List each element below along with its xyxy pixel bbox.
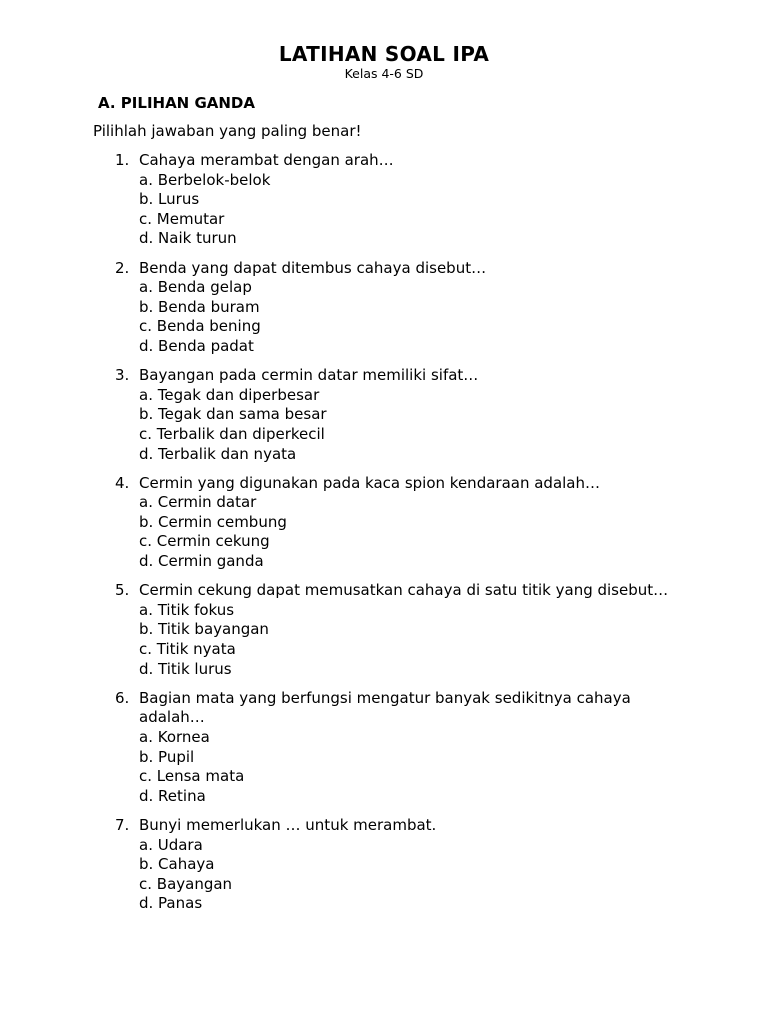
answer-option: c. Benda bening <box>139 317 261 336</box>
question-number: 4. <box>115 473 130 492</box>
answer-option: a. Tegak dan diperbesar <box>139 385 320 404</box>
answer-option: a. Udara <box>139 835 203 854</box>
answer-option: d. Panas <box>139 894 203 913</box>
answer-option: b. Cermin cembung <box>139 512 287 531</box>
answer-option: c. Cermin cekung <box>139 532 270 551</box>
question-item <box>93 366 693 464</box>
question-item <box>93 581 693 679</box>
question-text: Bayangan pada cermin datar memiliki sifat… <box>139 366 479 385</box>
question-item <box>93 816 693 914</box>
answer-option: d. Benda padat <box>139 336 254 355</box>
answer-option: b. Titik bayangan <box>139 620 269 639</box>
answer-option: a. Kornea <box>139 728 210 746</box>
question-item <box>93 151 693 249</box>
answer-option: d. Cermin ganda <box>139 552 264 571</box>
answer-option: b. Cahaya <box>139 855 215 874</box>
answer-option: c. Lensa mata <box>139 767 245 786</box>
answer-option: d. Titik lurus <box>139 659 232 678</box>
answer-option: a. Cermin datar <box>139 493 257 512</box>
question-item <box>93 474 693 572</box>
question-text: Bunyi memerlukan … untuk merambat. <box>139 815 437 834</box>
question-number: 5. <box>115 581 130 600</box>
answer-option: a. Benda gelap <box>139 278 252 297</box>
answer-option: c. Terbalik dan diperkecil <box>139 424 325 443</box>
answer-option: d. Terbalik dan nyata <box>139 444 297 463</box>
question-number: 3. <box>115 366 130 385</box>
answer-option: a. Berbelok-belok <box>139 170 271 189</box>
answer-option: a. Titik fokus <box>139 600 235 619</box>
question-number: 7. <box>115 815 130 834</box>
answer-option: b. Tegak dan sama besar <box>139 405 327 424</box>
question-item <box>93 259 693 357</box>
page-subtitle: Kelas 4-6 SD <box>344 66 424 81</box>
question-text: Cahaya merambat dengan arah… <box>139 151 394 169</box>
answer-option: d. Retina <box>139 786 206 805</box>
question-text: Bagian mata yang berfungsi mengatur banyak sedikitnya cahaya adalah… <box>139 688 631 727</box>
answer-option: b. Lurus <box>139 190 200 209</box>
question-number: 1. <box>115 151 130 169</box>
question-item <box>93 689 693 807</box>
answer-option: b. Benda buram <box>139 297 260 316</box>
question-list <box>93 151 693 924</box>
question-text: Cermin cekung dapat memusatkan cahaya di satu titik yang disebut… <box>139 581 669 600</box>
question-text: Benda yang dapat ditembus cahaya disebut… <box>139 258 487 277</box>
instruction-text: Pilihlah jawaban yang paling benar! <box>93 122 362 140</box>
answer-option: c. Memutar <box>139 209 225 228</box>
answer-option: c. Titik nyata <box>139 640 236 659</box>
page-title: LATIHAN SOAL IPA <box>278 42 490 66</box>
question-number: 6. <box>115 688 130 707</box>
answer-option: d. Naik turun <box>139 229 237 248</box>
question-number: 2. <box>115 258 130 277</box>
section-heading: A. PILIHAN GANDA <box>98 94 255 112</box>
answer-option: c. Bayangan <box>139 874 233 893</box>
answer-option: b. Pupil <box>139 747 195 766</box>
question-text: Cermin yang digunakan pada kaca spion kendaraan adalah… <box>139 473 601 492</box>
